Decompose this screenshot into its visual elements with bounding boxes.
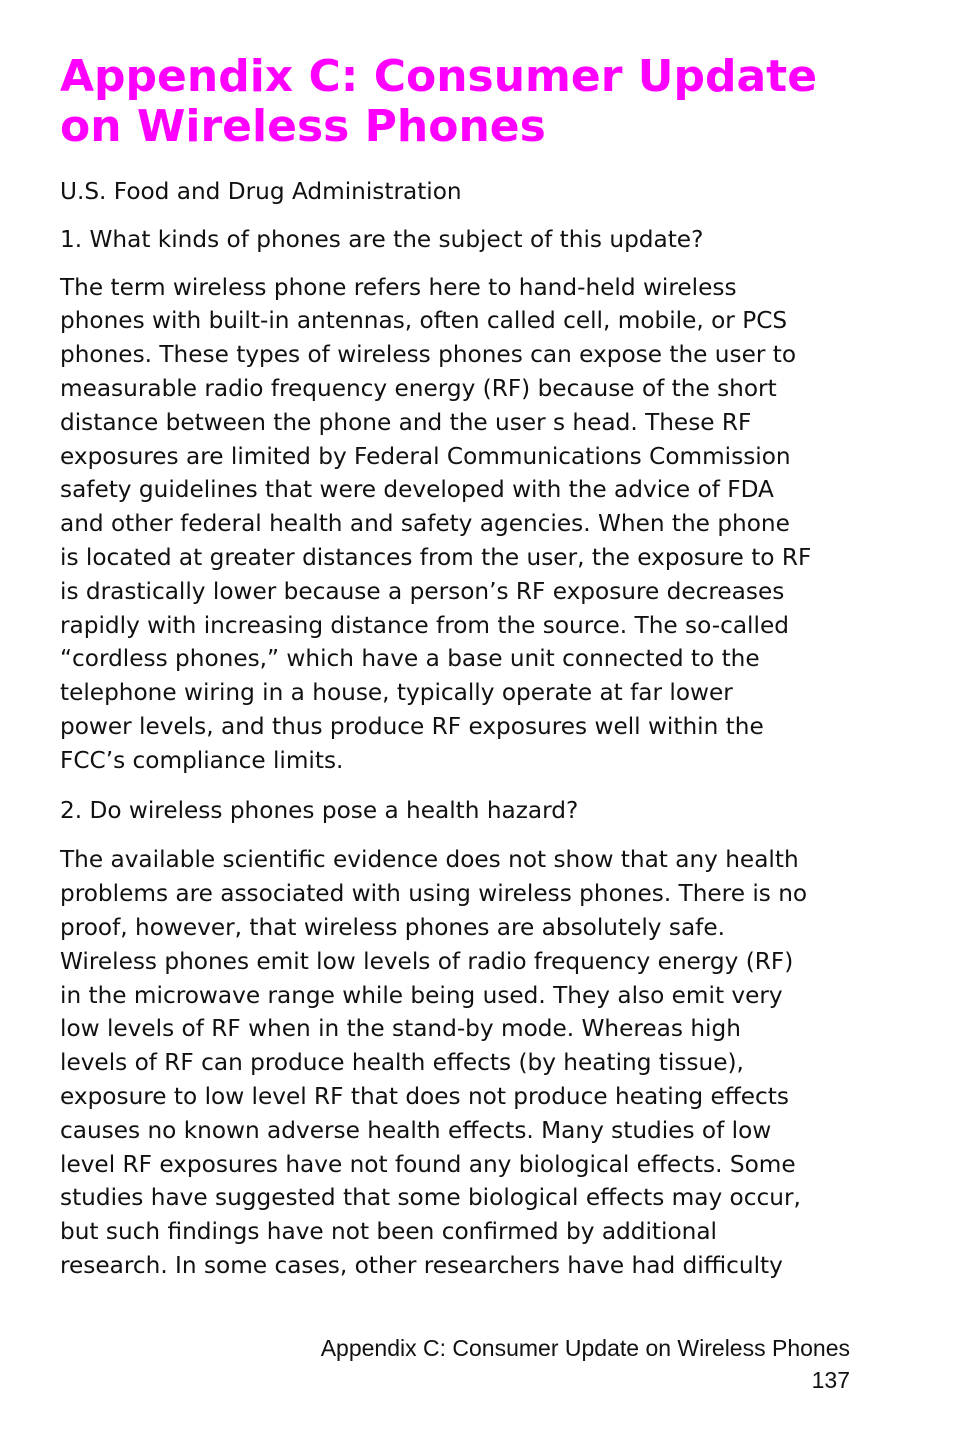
answer-1-line: is drastically lower because a person’s RF exposure decreases: [60, 577, 785, 605]
page-title-line-1: Appendix C: Consumer Update: [60, 51, 818, 102]
answer-2-line: in the microwave range while being used. They also emit very: [60, 981, 783, 1009]
question-2: 2. Do wireless phones pose a health hazard?: [60, 796, 579, 824]
answer-1-line: FCC’s compliance limits.: [60, 746, 344, 774]
answer-2-line: studies have suggested that some biological effects may occur,: [60, 1184, 801, 1212]
page-number: 137: [811, 1367, 850, 1393]
answer-2-line: Wireless phones emit low levels of radio frequency energy (RF): [60, 947, 794, 975]
answer-1-line: “cordless phones,” which have a base unit connected to the: [60, 645, 760, 673]
page-content: [60, 52, 890, 1283]
answer-2-line: problems are associated with using wireless phones. There is no: [60, 880, 808, 908]
answer-2-line: causes no known adverse health effects. Many studies of low: [60, 1116, 772, 1144]
answer-2-line: level RF exposures have not found any biological effects. Some: [60, 1150, 796, 1178]
answer-2-line: The available scientific evidence does not show that any health: [60, 846, 799, 874]
answer-2-line: exposure to low level RF that does not produce heating effects: [60, 1082, 789, 1110]
answer-1-line: rapidly with increasing distance from the source. The so-called: [60, 611, 789, 639]
question-1: 1. What kinds of phones are the subject of this update?: [60, 225, 704, 253]
answer-2-line: proof, however, that wireless phones are absolutely safe.: [60, 913, 725, 941]
answer-1-line: and other federal health and safety agencies. When the phone: [60, 510, 790, 538]
answer-2-line: research. In some cases, other researchers have had difficulty: [60, 1251, 783, 1279]
running-title: Appendix C: Consumer Update on Wireless Phones: [320, 1335, 850, 1361]
answer-1-line: measurable radio frequency energy (RF) because of the short: [60, 374, 777, 402]
answer-1-line: safety guidelines that were developed with the advice of FDA: [60, 476, 774, 504]
answer-1-line: is located at greater distances from the user, the exposure to RF: [60, 543, 812, 571]
answer-1-line: telephone wiring in a house, typically operate at far lower: [60, 679, 733, 707]
answer-1-line: The term wireless phone refers here to hand-held wireless: [60, 273, 737, 301]
answer-2-paragraph: [60, 843, 890, 1282]
answer-2-line: but such findings have not been confirmed by additional: [60, 1218, 717, 1246]
page-title: [60, 52, 890, 152]
answer-2-line: levels of RF can produce health effects (by heating tissue),: [60, 1049, 744, 1077]
answer-1-paragraph: [60, 271, 890, 778]
answer-2-line: low levels of RF when in the stand-by mode. Whereas high: [60, 1015, 741, 1043]
answer-1-line: exposures are limited by Federal Communications Commission: [60, 442, 791, 470]
answer-1-line: distance between the phone and the user s head. These RF: [60, 408, 752, 436]
page-footer: [321, 1332, 850, 1396]
answer-1-line: power levels, and thus produce RF exposures well within the: [60, 712, 764, 740]
answer-1-line: phones. These types of wireless phones can expose the user to: [60, 341, 797, 369]
source-line: U.S. Food and Drug Administration: [60, 178, 462, 205]
page-title-line-2: on Wireless Phones: [60, 101, 546, 152]
answer-1-line: phones with built-in antennas, often called cell, mobile, or PCS: [60, 307, 788, 335]
